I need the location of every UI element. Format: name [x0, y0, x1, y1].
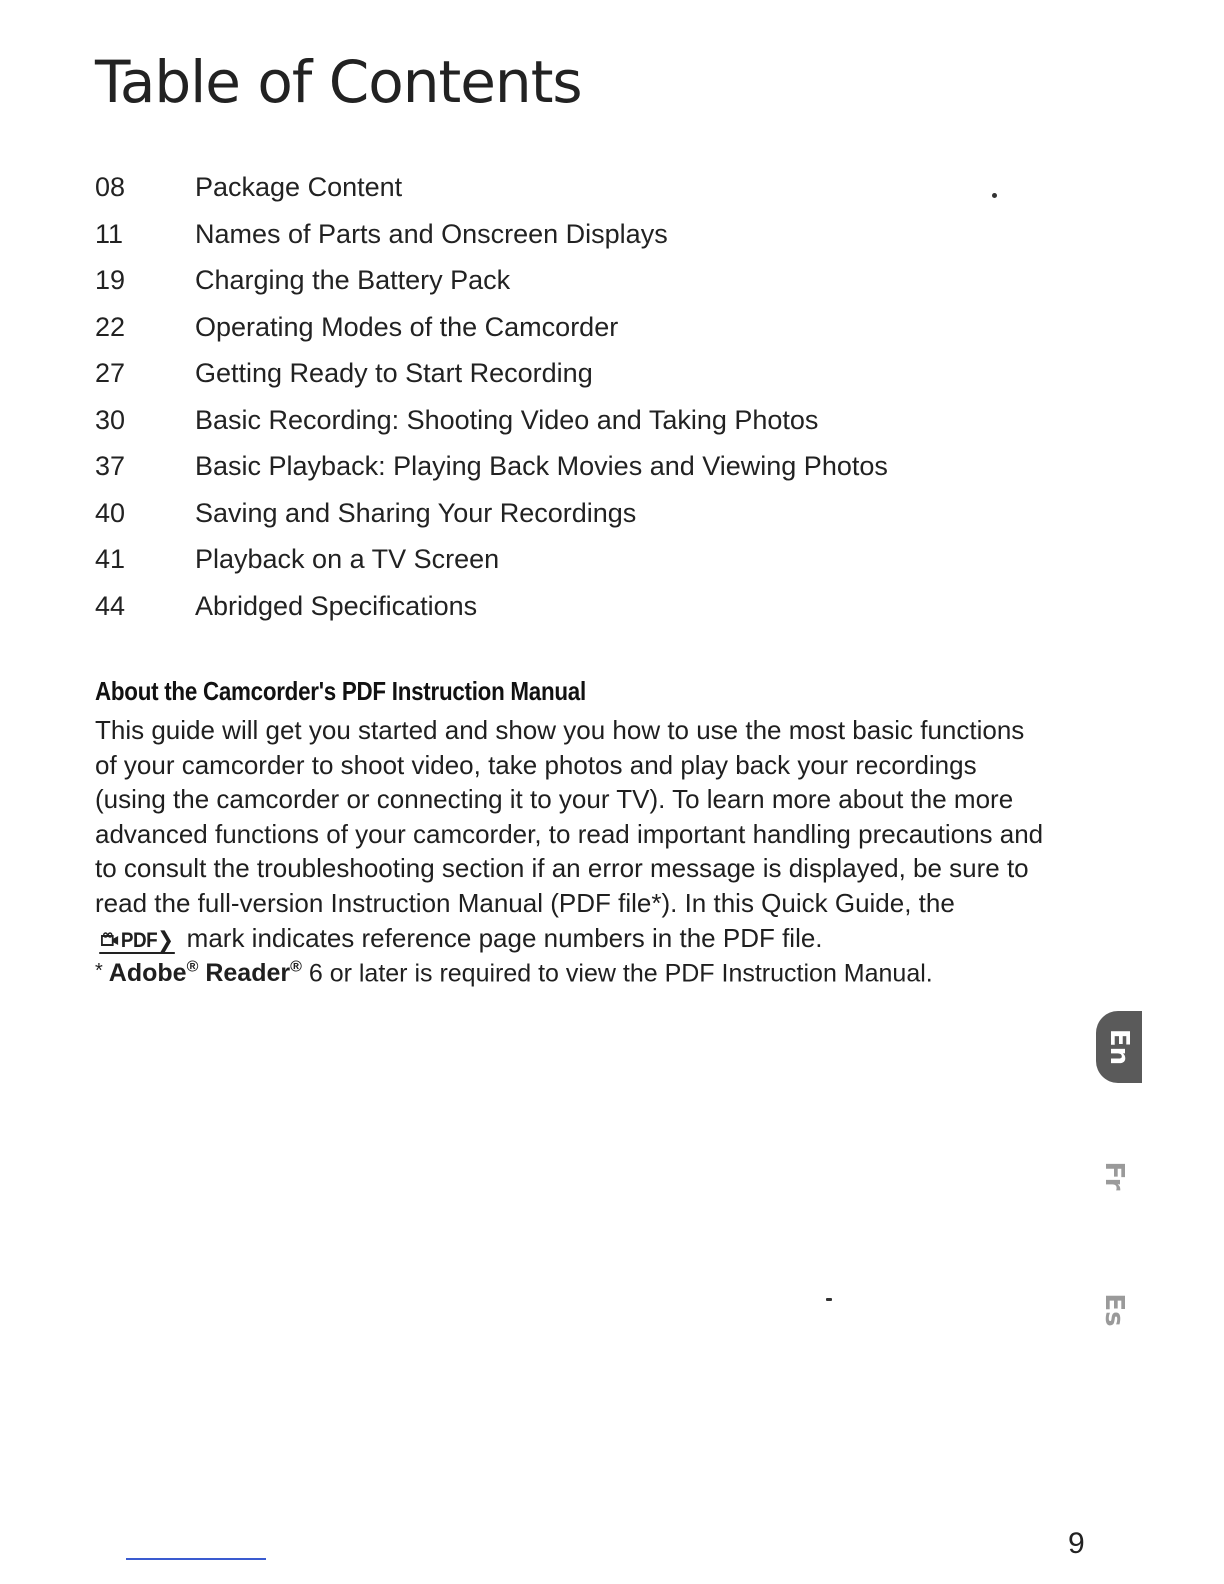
footnote-marker: *	[95, 960, 103, 983]
toc-entry	[95, 312, 995, 359]
toc-page-number: 37	[95, 451, 126, 481]
scan-speck	[992, 193, 997, 198]
toc-entry-title: Operating Modes of the Camcorder	[195, 311, 619, 342]
toc-entry	[95, 451, 995, 498]
toc-page-number: 19	[95, 265, 126, 295]
toc-entry	[95, 358, 995, 405]
chevron-right-icon: ❯	[157, 926, 174, 952]
footnote	[95, 959, 1055, 988]
toc-page-number: 22	[95, 311, 126, 342]
page-title: Table of Contents	[95, 48, 582, 116]
toc-entry	[95, 498, 995, 545]
pdf-manual-section	[95, 676, 1055, 988]
toc-entry-title: Abridged Specifications	[195, 590, 478, 621]
language-tab-en: En	[1096, 1011, 1142, 1083]
toc-entry-title: Saving and Sharing Your Recordings	[195, 497, 637, 528]
footer-line	[126, 1558, 266, 1560]
toc-entry-title: Getting Ready to Start Recording	[195, 358, 593, 388]
toc-page-number: 30	[95, 404, 126, 435]
camcorder-icon	[101, 932, 119, 948]
toc-entry-title: Playback on a TV Screen	[195, 544, 500, 574]
scan-speck	[826, 1298, 832, 1301]
toc-entry	[95, 544, 995, 591]
table-of-contents	[95, 172, 995, 637]
toc-entry-title: Basic Playback: Playing Back Movies and Viewing Photos	[195, 451, 888, 481]
toc-entry-title: Names of Parts and Onscreen Displays	[195, 218, 668, 249]
page-number: 9	[1068, 1527, 1085, 1560]
toc-page-number: 11	[95, 218, 124, 249]
toc-entry-title: Package Content	[195, 172, 403, 202]
toc-page-number: 08	[95, 172, 126, 202]
toc-entry	[95, 172, 995, 219]
toc-page-number: 41	[95, 544, 126, 574]
toc-page-number: 40	[95, 497, 126, 528]
footnote-brand-adobe: Adobe® Reader®	[108, 959, 302, 988]
section-body	[95, 713, 1045, 955]
toc-page-number: 44	[95, 590, 126, 621]
footnote-text: 6 or later is required to view the PDF Instruction Manual.	[308, 959, 933, 988]
body-text-before-mark: This guide will get you started and show you how to use the most basic functions of your camcorder to shoot video, take photos and play back your recordings (using the camcorder or connecting it to your TV). To learn more about the more advanced functions of your camcorder, to read important handling precautions and to consult the troubleshooting section if an error message is displayed, be sure to read the full-version Instruction Manual (PDF file*). In this Quick Guide, the	[95, 715, 1044, 918]
language-tab-es: Es	[1099, 1293, 1129, 1327]
toc-entry	[95, 265, 995, 312]
toc-entry-title: Charging the Battery Pack	[195, 265, 511, 295]
toc-entry	[95, 405, 995, 452]
toc-entry	[95, 219, 995, 266]
toc-page-number: 27	[95, 358, 126, 388]
pdf-mark-label: PDF	[120, 928, 158, 952]
language-tab-fr: Fr	[1099, 1161, 1129, 1191]
toc-entry-title: Basic Recording: Shooting Video and Taking Photos	[195, 404, 819, 435]
section-heading: About the Camcorder's PDF Instruction Manual	[95, 676, 586, 706]
body-text-after-mark: mark indicates reference page numbers in the PDF file.	[186, 922, 823, 953]
pdf-reference-mark	[99, 926, 175, 954]
toc-entry	[95, 591, 995, 638]
